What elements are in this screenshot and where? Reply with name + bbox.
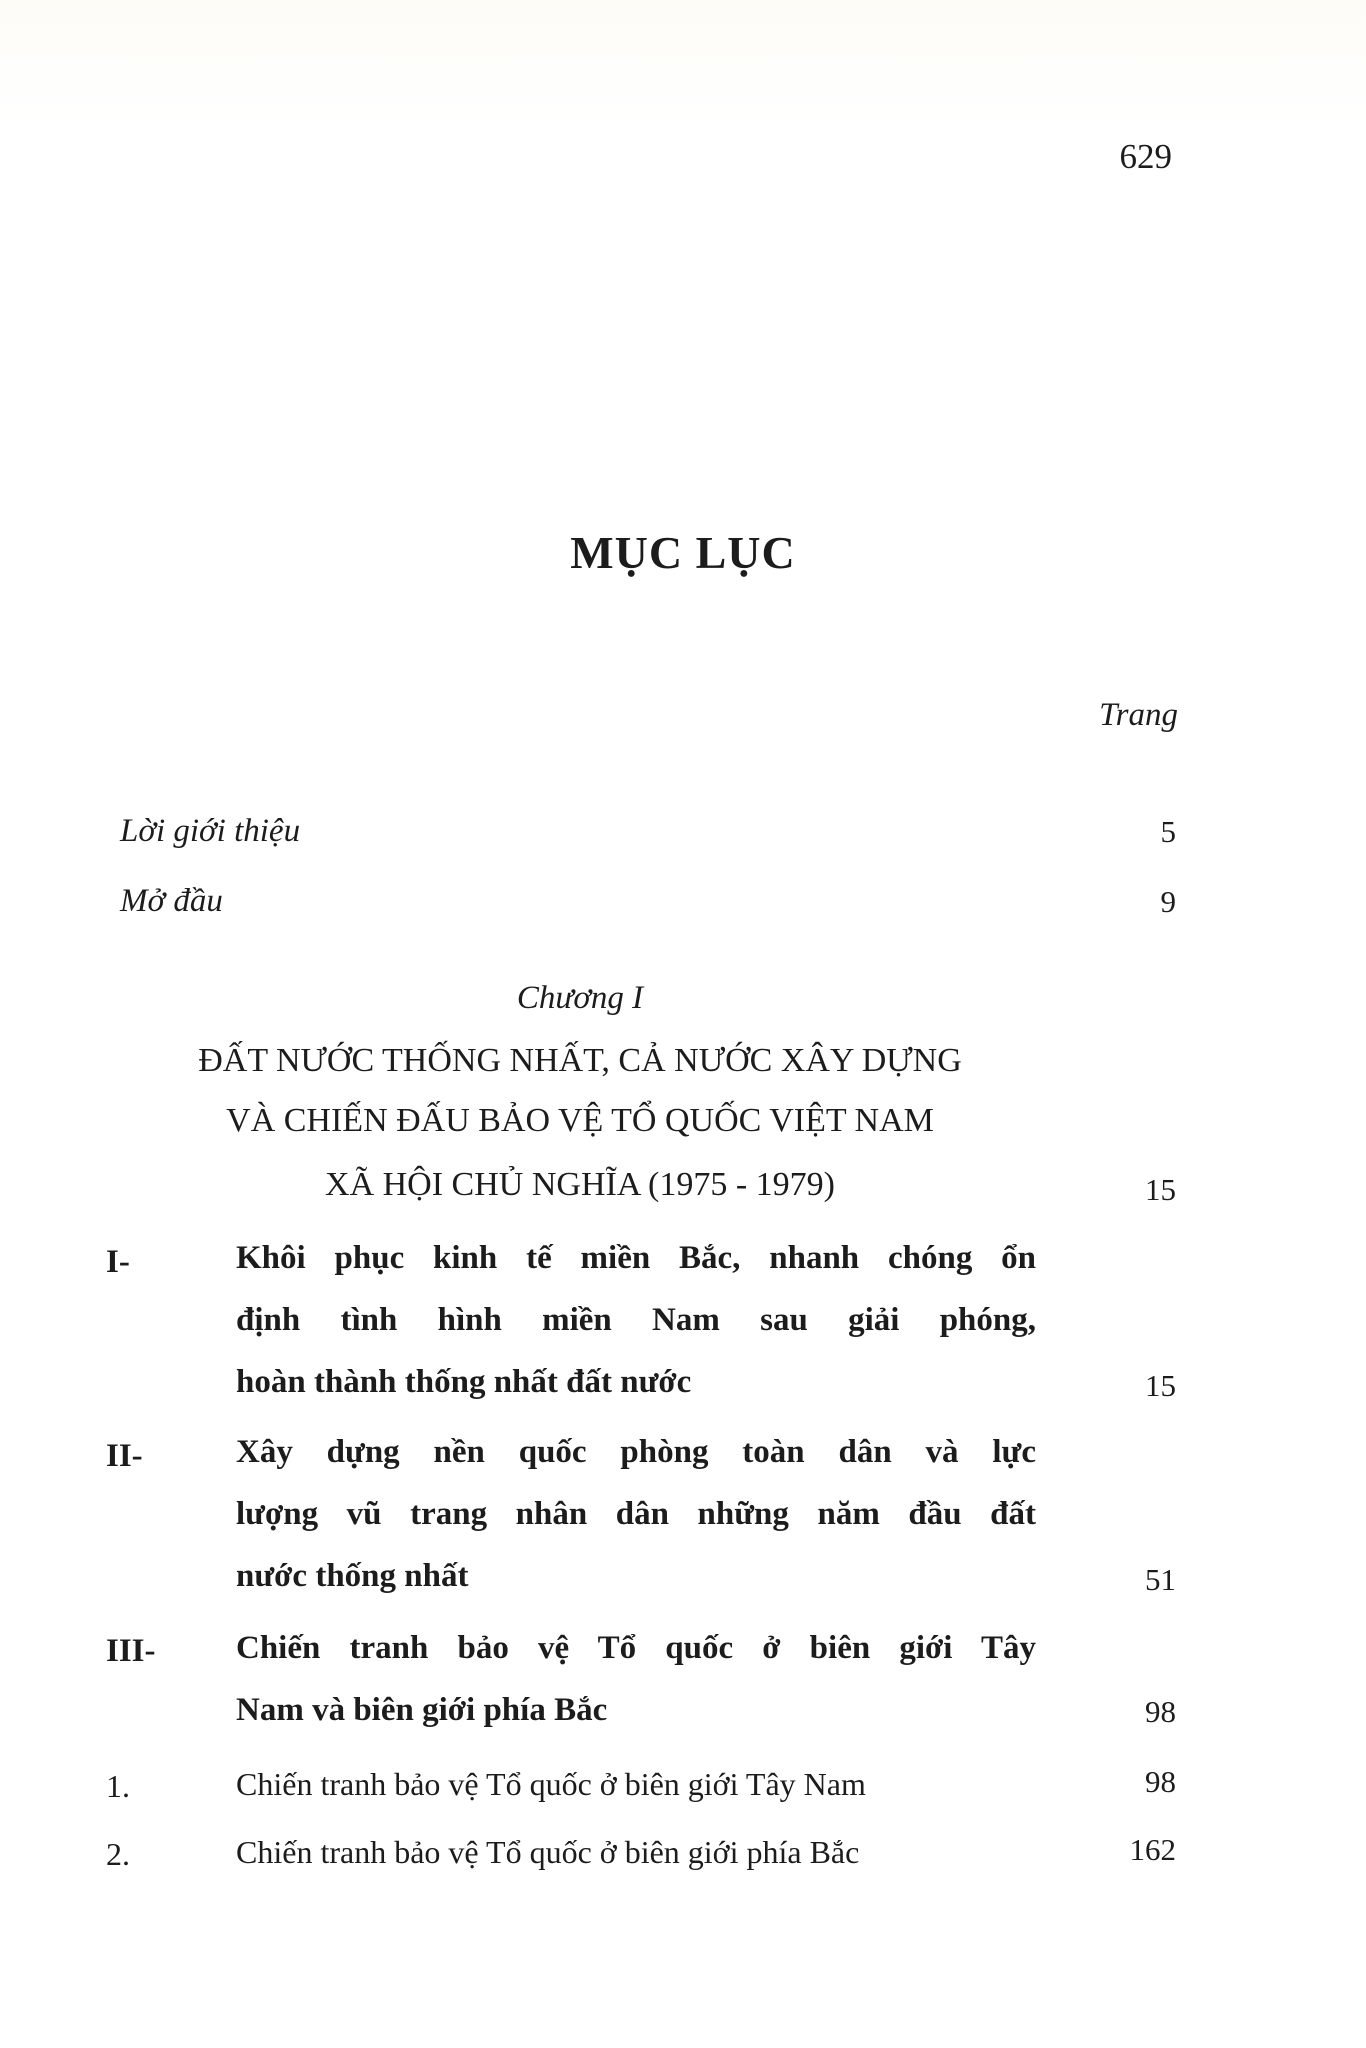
- section-number: III-: [106, 1633, 156, 1669]
- subsection-title: Chiến tranh bảo vệ Tổ quốc ở biên giới phía Bắc: [236, 1834, 860, 1870]
- subsection-title: Chiến tranh bảo vệ Tổ quốc ở biên giới Tây Nam: [236, 1766, 866, 1802]
- chapter-title-line: XÃ HỘI CHỦ NGHĨA (1975 - 1979): [325, 1166, 835, 1203]
- section-number: I-: [106, 1244, 130, 1280]
- toc-entry-intro-page: 5: [1160, 814, 1176, 849]
- section-page: 98: [1145, 1694, 1176, 1729]
- section-title-line: lượng vũ trang nhân dân những năm đầu đất: [236, 1496, 1036, 1532]
- section-title-line: Khôi phục kinh tế miền Bắc, nhanh chóng ổn: [236, 1240, 1036, 1276]
- page-column-label: Trang: [1099, 697, 1178, 733]
- chapter-title-line: VÀ CHIẾN ĐẤU BẢO VỆ TỔ QUỐC VIỆT NAM: [226, 1102, 934, 1139]
- toc-entry-opening-page: 9: [1160, 884, 1176, 919]
- page-number: 629: [1119, 137, 1172, 176]
- section-title-line: định tình hình miền Nam sau giải phóng,: [236, 1302, 1036, 1338]
- toc-title: MỤC LỤC: [570, 527, 796, 578]
- section-title-line: hoàn thành thống nhất đất nước: [236, 1364, 692, 1400]
- subsection-number: 2.: [106, 1836, 130, 1872]
- section-page: 15: [1145, 1368, 1176, 1403]
- section-title-line: Xây dựng nền quốc phòng toàn dân và lực: [236, 1434, 1036, 1470]
- subsection-number: 1.: [106, 1768, 130, 1804]
- section-number: II-: [106, 1438, 143, 1474]
- section-title-line: Chiến tranh bảo vệ Tổ quốc ở biên giới Tây: [236, 1630, 1036, 1666]
- subsection-page: 162: [1129, 1832, 1176, 1867]
- toc-entry-intro: Lời giới thiệu: [120, 813, 301, 849]
- chapter-page: 15: [1145, 1172, 1176, 1207]
- chapter-title-line: ĐẤT NƯỚC THỐNG NHẤT, CẢ NƯỚC XÂY DỰNG: [198, 1042, 962, 1079]
- subsection-page: 98: [1145, 1764, 1176, 1799]
- section-page: 51: [1145, 1562, 1176, 1597]
- section-title-line: Nam và biên giới phía Bắc: [236, 1692, 608, 1728]
- chapter-label: Chương I: [516, 980, 644, 1016]
- section-title-line: nước thống nhất: [236, 1558, 469, 1594]
- toc-entry-opening: Mở đầu: [120, 883, 223, 919]
